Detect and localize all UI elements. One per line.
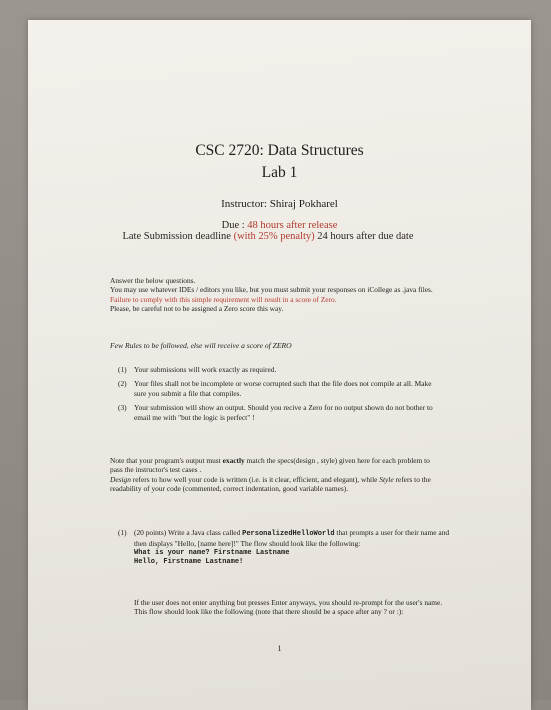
intro-line-3: Failure to comply with this simple requirement will result in a score of Zero. <box>110 294 337 304</box>
code-line-1: What is your name? Firstname Lastname <box>134 548 290 557</box>
late-penalty: (with 25% penalty) <box>233 231 315 242</box>
rules-heading: Few Rules to be followed, else will receive a score of ZERO <box>110 341 292 350</box>
intro-paragraph <box>110 276 440 313</box>
design-word: Design <box>110 474 131 484</box>
task-1-followup: If the user does not enter anything but presses Enter anyways, you should re-prompt for the user's name. This flow should look like the following (note that there should be a space after any ? or :): <box>134 598 443 617</box>
lab-title: Lab 1 <box>261 164 298 181</box>
task-1: (1) (20 points) Write a Java class called PersonalizedHelloWorld that prompts a user for their name and then displays "Hello, [name here]!" The flow should look like the following: What is your name? Firstname Lastname Hello, Firstname Lastname! <box>118 528 456 568</box>
intro-line-4: Please, be careful not to be assigned a Zero score this way. <box>110 303 284 313</box>
late-post: 24 hours after due date <box>314 231 414 242</box>
due-value: 48 hours after release <box>247 220 338 231</box>
task-number: (1) <box>118 528 127 537</box>
late-submission-line <box>108 231 428 243</box>
note-paragraph: Note that your program's output must exactly match the specs(design , style) given here for each problem to pass the instructor's test cases . Design refers to how well your code is written (i.e. is it clear, efficient, and elegant), while Style refers to the readability of your code (commented, correct indentation, good variable names). <box>110 456 431 493</box>
list-item: (2) Your files shall not be incomplete or worse corrupted such that the file does not compile at all. Make sure you submit a file that compiles. <box>118 379 432 398</box>
list-item: (3) Your submission will show an output. Should you recive a Zero for no output shown do not bother to email me with "but the logic is perfect" ! <box>118 403 433 422</box>
course-title: CSC 2720: Data Structures <box>195 142 364 159</box>
code-line-2: Hello, Firstname Lastname! <box>134 558 244 567</box>
instructor-line: Instructor: Shiraj Pokharel <box>221 198 338 210</box>
list-item: (1) Your submissions will work exactly as required. <box>118 365 277 374</box>
intro-line-1: Answer the below questions. <box>110 276 196 285</box>
intro-line-2: You may use whatever IDEs / editors you like, but you must submit your responses on iCollege as .java files. <box>110 285 433 295</box>
due-line <box>28 220 531 231</box>
rules-list <box>118 365 440 427</box>
note-exactly: exactly <box>222 456 245 465</box>
document-page <box>28 20 531 710</box>
due-label: Due : <box>221 220 248 231</box>
late-pre: Late Submission deadline <box>122 231 234 242</box>
page-number: 1 <box>277 644 282 653</box>
class-name: PersonalizedHelloWorld <box>242 530 335 538</box>
style-word: Style <box>379 474 394 484</box>
